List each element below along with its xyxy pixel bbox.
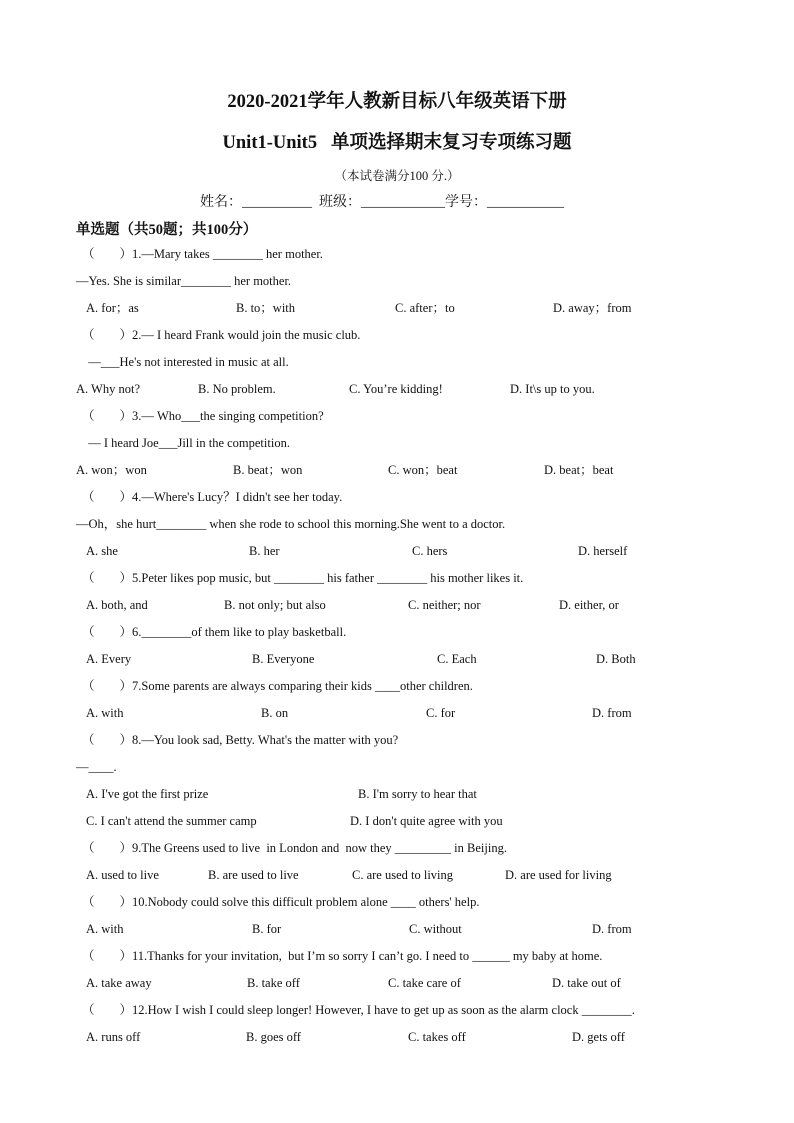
question-3-option-c: C. won；beat [388,463,458,477]
question-3-line2: — I heard Joe___Jill in the competition. [82,436,290,450]
question-9-option-a: A. used to live [86,868,159,882]
question-12-option-b: B. goes off [246,1030,301,1044]
question-2-option-d: D. It\s up to you. [510,382,595,396]
question-4-option-b: B. her [249,544,280,558]
question-10-option-c: C. without [409,922,462,936]
question-2-option-b: B. No problem. [198,382,276,396]
question-3-option-a: A. won；won [76,463,147,477]
question-4-option-a: A. she [86,544,118,558]
question-2-option-a: A. Why not? [76,382,140,396]
question-1-stem: （ ）1.—Mary takes ________ her mother. [82,247,323,261]
student-info-line: 姓名：__________ 班级：____________学号：___________ [200,195,564,210]
question-12-stem: （ ）12.How I wish I could sleep longer! However, I have to get up as soon as the alarm clock ________. [82,1003,635,1017]
question-11-stem: （ ）11.Thanks for your invitation, but I’m so sorry I can’t go. I need to ______ my baby at home. [82,949,603,963]
question-9-option-c: C. are used to living [352,868,454,882]
question-7-option-d: D. from [592,706,632,720]
question-8-stem: （ ）8.—You look sad, Betty. What's the matter with you? [82,733,399,747]
question-11-option-b: B. take off [247,976,300,990]
question-7-stem: （ ）7.Some parents are always comparing their kids ____other children. [82,679,473,693]
question-8-option-a: A. I've got the first prize [86,787,209,801]
question-11-option-d: D. take out of [552,976,621,990]
question-8-option-d: D. I don't quite agree with you [350,814,503,828]
question-12-option-c: C. takes off [408,1030,466,1044]
question-10-option-d: D. from [592,922,632,936]
question-5-option-a: A. both, and [86,598,148,612]
question-2-stem: （ ）2.— I heard Frank would join the music club. [82,328,361,342]
question-1-option-b: B. to；with [236,301,296,315]
question-12-option-a: A. runs off [86,1030,141,1044]
question-6-option-a: A. Every [86,652,132,666]
question-4-option-d: D. herself [578,544,628,558]
question-1-line2: —Yes. She is similar________ her mother. [76,274,292,288]
question-4-option-c: C. hers [412,544,448,558]
question-7-option-b: B. on [261,706,289,720]
question-6-option-b: B. Everyone [252,652,315,666]
question-11-option-a: A. take away [86,976,152,990]
question-1-option-c: C. after；to [395,301,455,315]
question-8-option-b: B. I'm sorry to hear that [358,787,477,801]
question-10-option-b: B. for [252,922,282,936]
question-10-stem: （ ）10.Nobody could solve this difficult problem alone ____ others' help. [82,895,480,909]
question-10-option-a: A. with [86,922,124,936]
question-3-option-b: B. beat；won [233,463,303,477]
question-2-option-c: C. You’re kidding! [349,382,443,396]
question-1-option-d: D. away；from [553,301,632,315]
question-6-option-d: D. Both [596,652,636,666]
question-9-option-b: B. are used to live [208,868,299,882]
question-5-option-d: D. either, or [559,598,619,612]
question-8-option-c: C. I can't attend the summer camp [86,814,257,828]
question-5-option-b: B. not only; but also [224,598,326,612]
question-11-option-c: C. take care of [388,976,461,990]
question-6-option-c: C. Each [437,652,477,666]
question-2-line2: —___He's not interested in music at all. [82,355,289,369]
document-subtitle: Unit1-Unit5 单项选择期末复习专项练习题 [222,133,572,153]
document-title: 2020-2021学年人教新目标八年级英语下册 [227,92,567,112]
question-3-option-d: D. beat；beat [544,463,614,477]
question-9-option-d: D. are used for living [505,868,612,882]
question-3-stem: （ ）3.— Who___the singing competition? [82,409,324,423]
question-7-option-a: A. with [86,706,124,720]
question-4-stem: （ ）4.—Where's Lucy？I didn't see her today. [82,490,343,504]
question-7-option-c: C. for [426,706,456,720]
question-12-option-d: D. gets off [572,1030,625,1044]
question-9-stem: （ ）9.The Greens used to live in London and now they _________ in Beijing. [82,841,507,855]
question-1-option-a: A. for；as [86,301,139,315]
section-title: 单选题（共50题；共100分） [76,222,258,238]
question-6-stem: （ ）6.________of them like to play basketball. [82,625,347,639]
question-8-line2: —____. [76,760,117,774]
question-5-option-c: C. neither; nor [408,598,481,612]
score-note: （本试卷满分100 分.） [334,169,460,183]
question-5-stem: （ ）5.Peter likes pop music, but ________ his father ________ his mother likes it. [82,571,524,585]
question-4-line2: —Oh，she hurt________ when she rode to school this morning.She went to a doctor. [76,517,506,531]
